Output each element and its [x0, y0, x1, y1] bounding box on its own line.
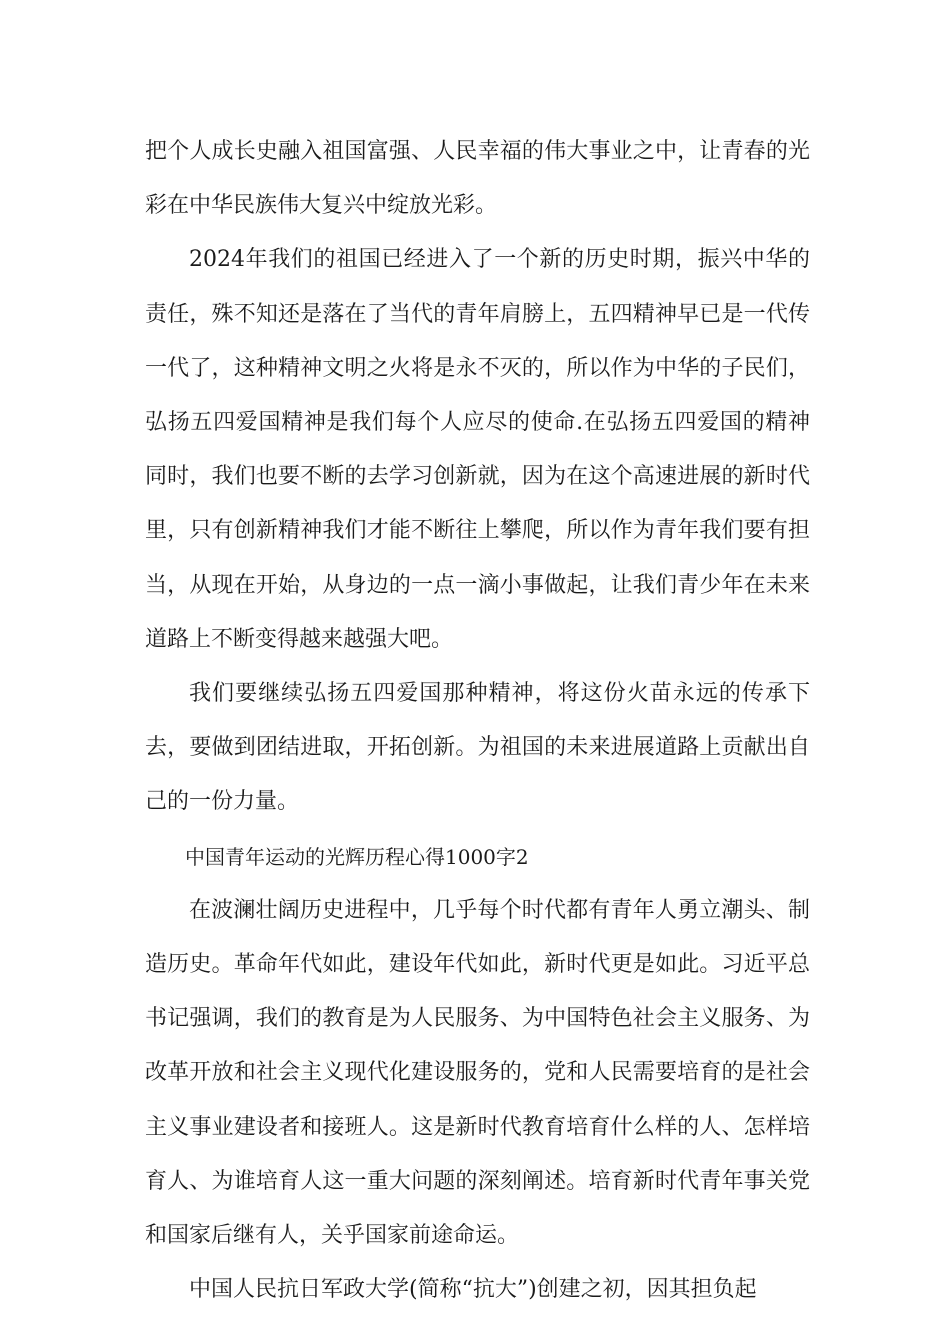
document-body: [145, 125, 810, 1317]
paragraph-kangda: 中国人民抗日军政大学(简称“抗大”)创建之初，因其担负起: [189, 1277, 757, 1303]
paragraph-continuation: 把个人成长史融入祖国富强、人民幸福的伟大事业之中，让青春的光彩在中华民族伟大复兴中绽放光彩。: [145, 139, 810, 219]
paragraph-youth-responsibility: 2024年我们的祖国已经进入了一个新的历史时期，振兴中华的责任，殊不知还是落在了当代的青年肩膀上，五四精神早已是一代传一代了，这种精神文明之火将是永不灭的，所以作为中华的子民们，弘扬五四爱国精神是我们每个人应尽的使命.在弘扬五四爱国的精神同时，我们也要不断的去学习创新就，因为在这个高速进展的新时代里，只有创新精神我们才能不断往上攀爬，所以作为青年我们要有担当，从现在开始，从身边的一点一滴小事做起，让我们青少年在未来道路上不断变得越来越强大吧。: [145, 247, 810, 652]
section-heading: 中国青年运动的光辉历程心得1000字2: [185, 844, 529, 869]
paragraph-education: 在波澜壮阔历史进程中，几乎每个时代都有青年人勇立潮头、制造历史。革命年代如此，建设年代如此，新时代更是如此。习近平总书记强调，我们的教育是为人民服务、为中国特色社会主义服务、为改革开放和社会主义现代化建设服务的，党和人民需要培育的是社会主义事业建设者和接班人。这是新时代教育培育什么样的人、怎样培育人、为谁培育人这一重大问题的深刻阐述。培育新时代青年事关党和国家后继有人，关乎国家前途命运。: [145, 897, 810, 1249]
paragraph-carry-on-spirit: 我们要继续弘扬五四爱国那种精神，将这份火苗永远的传承下去，要做到团结进取，开拓创新。为祖国的未来进展道路上贡献出自己的一份力量。: [145, 681, 810, 815]
